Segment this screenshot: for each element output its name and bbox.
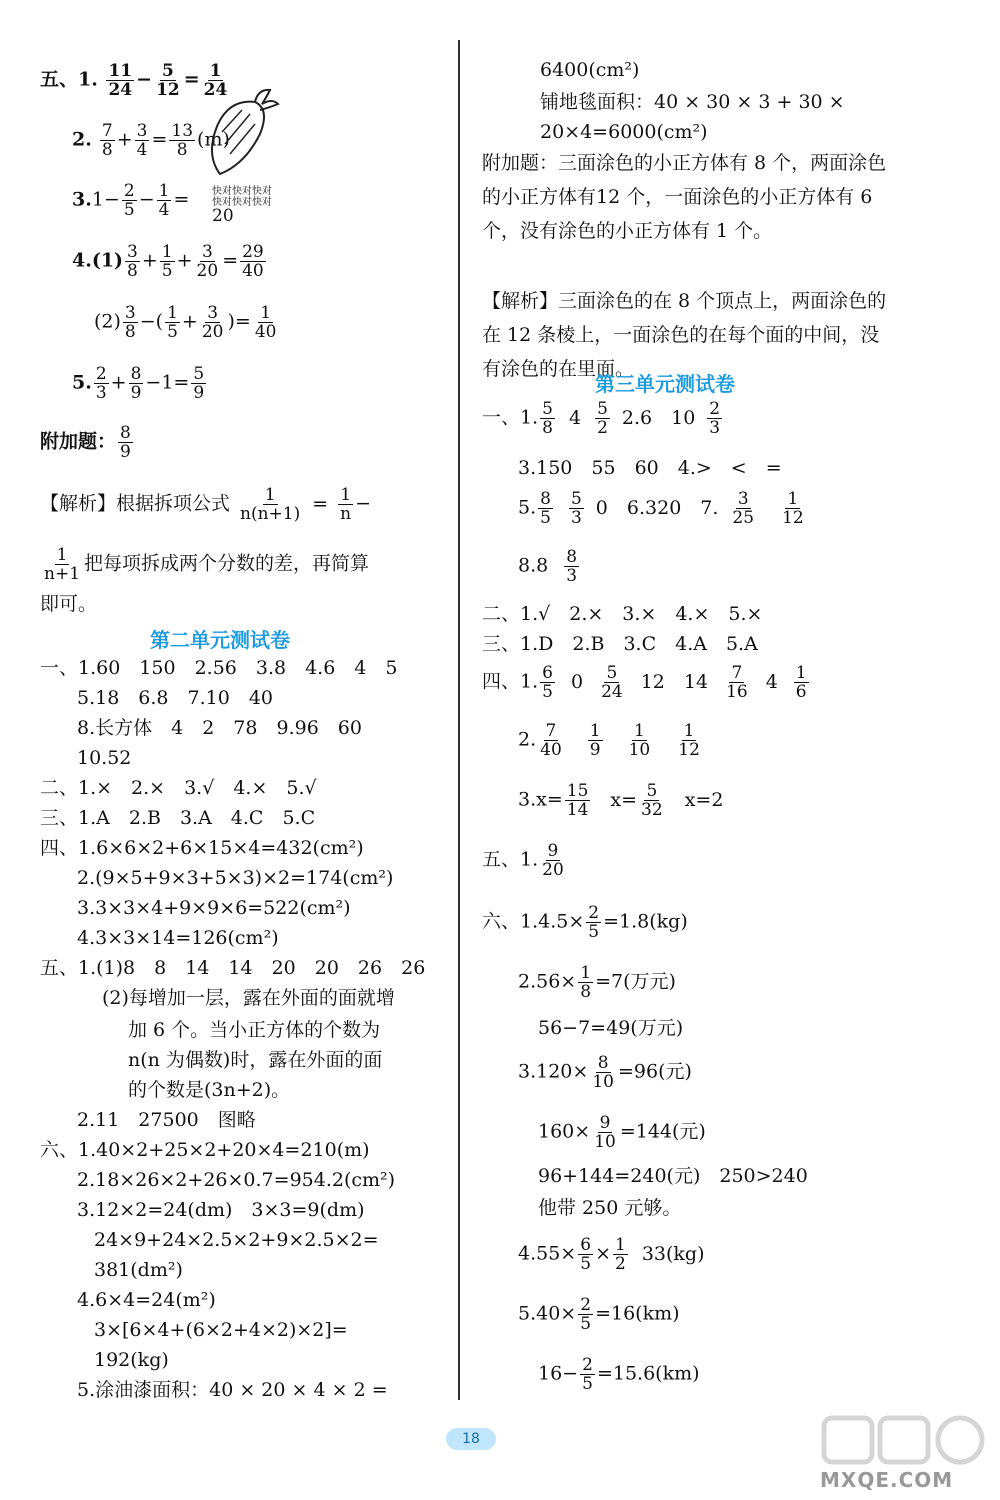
r-top-line: 6400(cm²) xyxy=(540,59,640,81)
u3-s4-q1: 四、1. $\frac{6}{5}$ 0 $\frac{5}{24}$ 12 14 $\frac{7}{16}$ 4 $\frac{1}{6}$ xyxy=(482,663,807,702)
s5-q2: 2. $\frac{7}{8}$ + $\frac{3}{4}$ = $\frac{13}{8}$ (m) xyxy=(72,121,230,160)
u3-q5: 5. $\frac{8}{5}$ $\frac{5}{3}$ 0 6.320 7. $\frac{3}{25}$ $\frac{1}{12}$ xyxy=(518,489,804,528)
u3-line: 他带 250 元够。 xyxy=(538,1197,682,1219)
r-extra-paragraph: 附加题：三面涂色的小正方体有 8 个，两面涂色的小正方体有12 个，一面涂色的小正方体有 6 个，没有涂色的小正方体有 1 个。 xyxy=(482,152,887,242)
u2-line: 四、1.6×6×2+6×15×4=432(cm²) xyxy=(40,837,364,859)
u2-line: 一、1.60 150 2.56 3.8 4.6 4 5 xyxy=(40,657,398,679)
u2-line: 192(kg) xyxy=(94,1349,169,1371)
u2-line: 五、1.(1)8 8 14 14 20 20 26 26 xyxy=(40,957,426,979)
u2-line: n(n 为偶数)时，露在外面的面 xyxy=(128,1049,383,1071)
u2-line: 2.18×26×2+26×0.7=954.2(cm²) xyxy=(77,1169,396,1191)
s5-q1: 五、1. $\frac{11}{24}$ − $\frac{5}{12}$ = $\frac{1}{24}$ xyxy=(40,61,228,100)
u2-line: 24×9+24×2.5×2+9×2.5×2= xyxy=(94,1229,379,1251)
u2-line: 4.3×3×14=126(cm²) xyxy=(77,927,279,949)
u3-line: 96+144=240(元) 250>240 xyxy=(538,1165,808,1187)
u2-line: 2.(9×5+9×3+5×3)×2=174(cm²) xyxy=(77,867,394,889)
s5-q5: 5. $\frac{2}{3}$ + $\frac{8}{9}$ −1= $\frac{5}{9}$ xyxy=(72,364,205,403)
u3-q1: 一、1. $\frac{5}{8}$ 4 $\frac{5}{2}$ 2.6 10 $\frac{2}{3}$ xyxy=(482,399,721,438)
u2-line: 二、1.× 2.× 3.√ 4.× 5.√ xyxy=(40,777,317,799)
u3-s4-q3: 3.x= $\frac{15}{14}$ x= $\frac{5}{32}$ x=2 xyxy=(518,781,724,820)
u3-s6-q5b: 16− $\frac{2}{5}$ =15.6(km) xyxy=(538,1355,700,1394)
watermark-text: MXQE.COM xyxy=(820,1468,954,1492)
unit2-title: 第二单元测试卷 xyxy=(150,628,290,652)
u3-s6-q5: 5.40× $\frac{2}{5}$ =16(km) xyxy=(518,1295,680,1334)
u3-s5-q1: 五、1. $\frac{9}{20}$ xyxy=(482,841,564,880)
u2-line: 3.12×2=24(dm) 3×3=9(dm) xyxy=(77,1199,365,1221)
r-top-line: 铺地毯面积：40 × 30 × 3 + 30 × xyxy=(540,91,845,113)
u2-line: 3.3×3×4+9×9×6=522(cm²) xyxy=(77,897,351,919)
u2-line: 的个数是(3n+2)。 xyxy=(128,1079,291,1101)
u2-line: 10.52 xyxy=(77,747,132,769)
u3-line: 56−7=49(万元) xyxy=(538,1017,684,1039)
s5-q4-1: 4.(1) $\frac{3}{8}$ + $\frac{1}{5}$ + $\frac{3}{20}$ = $\frac{29}{40}$ xyxy=(72,242,264,281)
u3-s6-q1: 六、1.4.5× $\frac{2}{5}$ =1.8(kg) xyxy=(482,903,688,942)
u2-line: 381(dm²) xyxy=(94,1259,183,1281)
u3-line: 二、1.√ 2.× 3.× 4.× 5.× xyxy=(482,603,763,625)
u3-s6-q4: 4.55× $\frac{6}{5}$ × $\frac{1}{2}$ 33(kg) xyxy=(518,1235,705,1274)
u3-s4-q2: 2. $\frac{7}{40}$ $\frac{1}{9}$ $\frac{1}{10}$ $\frac{1}{12}$ xyxy=(518,721,700,760)
analysis-line-3: 即可。 xyxy=(40,593,98,615)
u3-s6-q3b: 160× $\frac{9}{10}$ =144(元) xyxy=(538,1113,706,1152)
carrot-illustration xyxy=(200,84,280,184)
s5-q3: 3.1− $\frac{2}{5}$ − $\frac{1}{4}$ = xyxy=(72,181,190,220)
u2-line: 加 6 个。当小正方体的个数为 xyxy=(128,1019,381,1041)
r-analysis-paragraph: 【解析】三面涂色的在 8 个顶点上，两面涂色的在 12 条棱上，一面涂色的在每个面的中间，没有涂色的在里面。 xyxy=(482,290,887,380)
u2-line: (2)每增加一层，露在外面的面就增 xyxy=(102,987,395,1009)
u2-line: 8.长方体 4 2 78 9.96 60 xyxy=(77,717,362,739)
column-divider xyxy=(458,40,460,1400)
u2-line: 三、1.A 2.B 3.A 4.C 5.C xyxy=(40,807,316,829)
u3-s6-q3: 3.120× $\frac{8}{10}$ =96(元) xyxy=(518,1053,692,1092)
unit3-title: 第三单元测试卷 xyxy=(595,372,735,396)
u2-line: 2.11 27500 图略 xyxy=(77,1109,256,1131)
u3-line: 三、1.D 2.B 3.C 4.A 5.A xyxy=(482,633,758,655)
u3-s6-q2: 2.56× $\frac{1}{8}$ =7(万元) xyxy=(518,963,676,1002)
u2-line: 4.6×4=24(m²) xyxy=(77,1289,216,1311)
extra-answer: 附加题： $\frac{8}{9}$ xyxy=(40,423,131,462)
s5-q4-2: (2) $\frac{3}{8}$ −( $\frac{1}{5}$ + $\frac{3}{20}$ )= $\frac{1}{40}$ xyxy=(94,303,277,342)
page-number: 18 xyxy=(446,1428,496,1450)
carrot-caption: 快对快对快对 快对快对快对 20 xyxy=(212,186,272,226)
u2-line: 3×[6×4+(6×2+4×2)×2]= xyxy=(94,1319,348,1341)
u3-q8: 8.8 $\frac{8}{3}$ xyxy=(518,547,578,586)
u2-line: 5.涂油漆面积：40 × 20 × 4 × 2 = xyxy=(77,1379,388,1401)
analysis-line-2: $\frac{1}{n+1}$ 把每项拆成两个分数的差，再简算 xyxy=(44,545,370,584)
r-top-line: 20×4=6000(cm²) xyxy=(540,121,708,143)
analysis-line-1: 【解析】根据拆项公式 $\frac{1}{n(n+1)}$ = $\frac{1}{n}$ − xyxy=(40,485,372,524)
u3-line: 3.150 55 60 4.> < = xyxy=(518,457,782,479)
u2-line: 六、1.40×2+25×2+20×4=210(m) xyxy=(40,1139,370,1161)
u2-line: 5.18 6.8 7.10 40 xyxy=(77,687,274,709)
